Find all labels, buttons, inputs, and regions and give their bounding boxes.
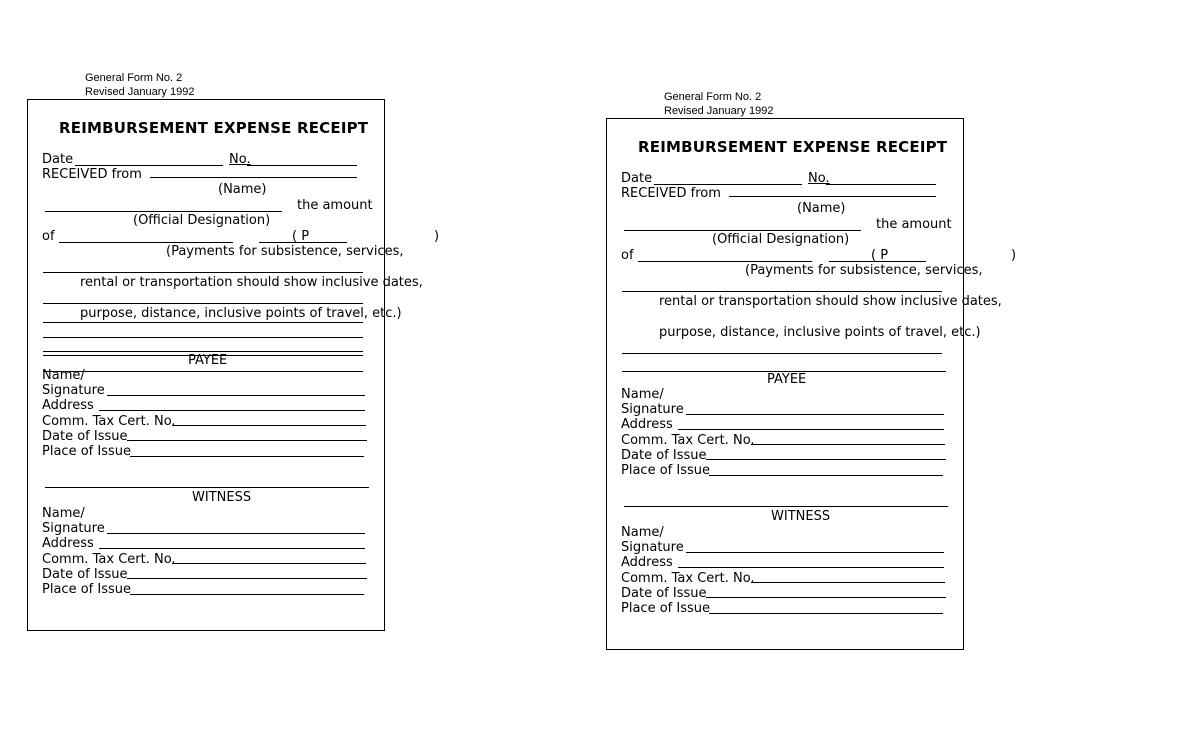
witness-place-issue-line[interactable] bbox=[130, 594, 364, 595]
purpose-line-2[interactable] bbox=[622, 353, 942, 354]
payee-date-issue-line[interactable] bbox=[706, 459, 946, 460]
received-from-label: RECEIVED from bbox=[621, 186, 721, 201]
payee-heading: PAYEE bbox=[188, 353, 228, 368]
payee-place-issue-label: Place of Issue bbox=[42, 444, 131, 459]
payee-date-issue-label: Date of Issue bbox=[42, 429, 128, 444]
the-amount-label: the amount bbox=[297, 198, 373, 213]
witness-date-issue-line[interactable] bbox=[706, 597, 946, 598]
of-label: of bbox=[42, 229, 55, 244]
payee-signature-label: Signature bbox=[42, 383, 105, 398]
witness-heading: WITNESS bbox=[192, 490, 252, 505]
payee-name-label: Name/ bbox=[621, 387, 664, 402]
purpose-line-1[interactable] bbox=[43, 272, 363, 273]
witness-place-issue-label: Place of Issue bbox=[42, 582, 131, 597]
witness-address-line[interactable] bbox=[99, 548, 365, 549]
purpose-line-5[interactable] bbox=[43, 351, 363, 352]
payee-ctc-label: Comm. Tax Cert. No. bbox=[42, 414, 176, 429]
purpose-line-2[interactable] bbox=[43, 303, 363, 304]
receipt-form-right bbox=[606, 90, 1017, 650]
witness-ctc-label: Comm. Tax Cert. No. bbox=[42, 552, 176, 567]
note-line-1: (Payments for subsistence, services, bbox=[745, 263, 983, 278]
payee-ctc-label: Comm. Tax Cert. No. bbox=[621, 433, 755, 448]
witness-ctc-label: Comm. Tax Cert. No. bbox=[621, 571, 755, 586]
designation-caption: (Official Designation) bbox=[712, 232, 850, 247]
date-line[interactable] bbox=[654, 184, 802, 185]
number-line[interactable] bbox=[247, 165, 357, 166]
witness-ctc-line[interactable] bbox=[751, 582, 945, 583]
form-header bbox=[664, 90, 773, 118]
witness-ctc-line[interactable] bbox=[172, 563, 366, 564]
payee-ctc-line[interactable] bbox=[751, 444, 945, 445]
witness-address-label: Address bbox=[621, 555, 673, 570]
witness-date-issue-label: Date of Issue bbox=[621, 586, 707, 601]
form-title: REIMBURSEMENT EXPENSE RECEIPT bbox=[59, 119, 369, 137]
note-line-3: purpose, distance, inclusive points of travel, etc.) bbox=[80, 306, 402, 321]
designation-line[interactable] bbox=[624, 230, 861, 231]
peso-open: ( P bbox=[871, 248, 889, 263]
number-label: No. bbox=[229, 152, 251, 167]
date-label: Date bbox=[42, 152, 74, 167]
general-form-number: General Form No. 2 bbox=[85, 72, 183, 84]
close-paren: ) bbox=[434, 229, 440, 244]
the-amount-label: the amount bbox=[876, 217, 952, 232]
witness-separator bbox=[45, 487, 369, 488]
payee-date-issue-line[interactable] bbox=[127, 440, 367, 441]
note-line-1: (Payments for subsistence, services, bbox=[166, 244, 404, 259]
payee-date-issue-label: Date of Issue bbox=[621, 448, 707, 463]
general-form-number: General Form No. 2 bbox=[664, 91, 762, 103]
payee-address-label: Address bbox=[621, 417, 673, 432]
witness-separator bbox=[624, 506, 948, 507]
note-line-2: rental or transportation should show inclusive dates, bbox=[659, 294, 1002, 309]
witness-signature-label: Signature bbox=[621, 540, 684, 555]
revision-date: Revised January 1992 bbox=[664, 105, 774, 117]
received-from-line[interactable] bbox=[150, 177, 357, 178]
witness-heading: WITNESS bbox=[771, 509, 831, 524]
note-line-3: purpose, distance, inclusive points of travel, etc.) bbox=[659, 325, 981, 340]
name-caption: (Name) bbox=[797, 201, 846, 216]
name-caption: (Name) bbox=[218, 182, 267, 197]
form-header bbox=[85, 71, 194, 99]
witness-signature-line[interactable] bbox=[686, 552, 944, 553]
amount-words-line[interactable] bbox=[59, 242, 233, 243]
payee-signature-label: Signature bbox=[621, 402, 684, 417]
payee-signature-line[interactable] bbox=[686, 414, 944, 415]
purpose-line-4[interactable] bbox=[43, 337, 363, 338]
form-title: REIMBURSEMENT EXPENSE RECEIPT bbox=[638, 138, 948, 156]
witness-signature-label: Signature bbox=[42, 521, 105, 536]
payee-address-label: Address bbox=[42, 398, 94, 413]
payee-address-line[interactable] bbox=[99, 410, 365, 411]
note-line-2: rental or transportation should show inclusive dates, bbox=[80, 275, 423, 290]
payee-separator bbox=[43, 371, 363, 372]
received-from-line[interactable] bbox=[729, 196, 936, 197]
payee-address-line[interactable] bbox=[678, 429, 944, 430]
date-line[interactable] bbox=[75, 165, 223, 166]
payee-heading: PAYEE bbox=[767, 372, 807, 387]
date-label: Date bbox=[621, 171, 653, 186]
purpose-line-3[interactable] bbox=[43, 322, 363, 323]
payee-ctc-line[interactable] bbox=[172, 425, 366, 426]
payee-place-issue-line[interactable] bbox=[130, 456, 364, 457]
designation-caption: (Official Designation) bbox=[133, 213, 271, 228]
witness-date-issue-label: Date of Issue bbox=[42, 567, 128, 582]
payee-signature-line[interactable] bbox=[107, 395, 365, 396]
payee-name-label: Name/ bbox=[42, 368, 85, 383]
witness-name-label: Name/ bbox=[621, 525, 664, 540]
witness-place-issue-label: Place of Issue bbox=[621, 601, 710, 616]
witness-signature-line[interactable] bbox=[107, 533, 365, 534]
received-from-label: RECEIVED from bbox=[42, 167, 142, 182]
witness-address-label: Address bbox=[42, 536, 94, 551]
purpose-line-1[interactable] bbox=[622, 291, 942, 292]
witness-name-label: Name/ bbox=[42, 506, 85, 521]
revision-date: Revised January 1992 bbox=[85, 86, 195, 98]
receipt-form-left bbox=[27, 71, 440, 631]
witness-place-issue-line[interactable] bbox=[709, 613, 943, 614]
witness-date-issue-line[interactable] bbox=[127, 578, 367, 579]
amount-words-line[interactable] bbox=[638, 261, 812, 262]
peso-open: ( P bbox=[292, 229, 310, 244]
number-label: No. bbox=[808, 171, 830, 186]
payee-place-issue-line[interactable] bbox=[709, 475, 943, 476]
payee-place-issue-label: Place of Issue bbox=[621, 463, 710, 478]
of-label: of bbox=[621, 248, 634, 263]
close-paren: ) bbox=[1011, 248, 1017, 263]
witness-address-line[interactable] bbox=[678, 567, 944, 568]
designation-line[interactable] bbox=[45, 211, 282, 212]
number-line[interactable] bbox=[826, 184, 936, 185]
